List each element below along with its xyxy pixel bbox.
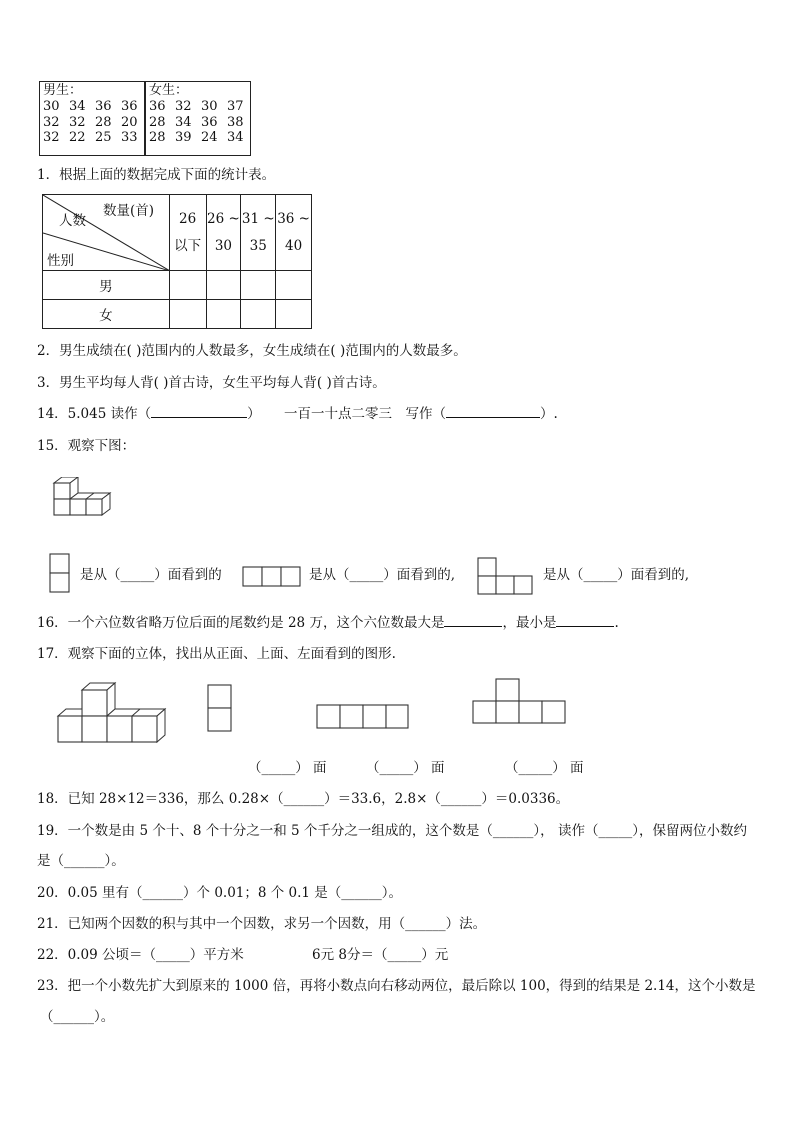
stat-col-header-4: 36 ~ 40 bbox=[276, 195, 312, 271]
q15-view-1-label: 是从（_____）面看到的 bbox=[80, 567, 222, 583]
data-value: 34 bbox=[69, 99, 86, 114]
question-23-line-1: 23．把一个小数先扩大到原来的 1000 倍，再将小数点向右移动两位，最后除以 100，得到的结果是 2.14，这个小数是 bbox=[37, 978, 756, 994]
male-data-table bbox=[39, 81, 145, 156]
data-row bbox=[40, 130, 144, 146]
stat-cell[interactable] bbox=[206, 271, 241, 300]
data-value: 32 bbox=[69, 114, 86, 130]
stat-cell[interactable] bbox=[169, 300, 206, 329]
data-row bbox=[40, 99, 144, 115]
data-value: 28 bbox=[149, 130, 166, 145]
data-value: 24 bbox=[201, 130, 218, 145]
data-value: 25 bbox=[95, 130, 112, 145]
answer-blank-max[interactable] bbox=[444, 614, 502, 627]
corner-label-people: 人数 bbox=[59, 213, 86, 229]
question-19-line-2: 是（______）。 bbox=[37, 853, 125, 869]
question-1: 1．根据上面的数据完成下面的统计表。 bbox=[37, 167, 276, 183]
question-14: 14．5.045 读作（ ） bbox=[37, 406, 261, 422]
question-14-part-b: 一百一十点二零三 写作（ ）. bbox=[284, 406, 558, 422]
question-18: 18．已知 28×12＝336，那么 0.28×（______）＝33.6，2.8×（______）＝0.0336。 bbox=[37, 791, 570, 807]
data-value: 36 bbox=[121, 99, 138, 114]
question-16: 16．一个六位数省略万位后面的尾数约是 28 万，这个六位数最大是 ，最小是 . bbox=[37, 615, 619, 631]
data-value: 28 bbox=[149, 114, 166, 130]
q17-view-row bbox=[316, 704, 410, 730]
male-data-rows bbox=[40, 99, 144, 146]
q15-view-3-figure bbox=[477, 557, 535, 597]
question-17-title: 17．观察下面的立体，找出从正面、上面、左面看到的图形. bbox=[37, 646, 396, 662]
data-row bbox=[40, 115, 144, 131]
data-value: 30 bbox=[201, 99, 218, 114]
data-value: 36 bbox=[95, 99, 112, 114]
data-value: 39 bbox=[175, 130, 192, 145]
q15-view-3-label: 是从（_____）面看到的, bbox=[543, 567, 690, 583]
question-20: 20．0.05 里有（______）个 0.01；8 个 0.1 是（______）。 bbox=[37, 885, 403, 901]
data-row bbox=[146, 130, 250, 146]
female-data-title: 女生： bbox=[149, 83, 189, 98]
stat-cell[interactable] bbox=[206, 300, 241, 329]
data-value: 32 bbox=[43, 114, 60, 130]
q15-view-2-figure bbox=[242, 566, 302, 588]
male-data-title: 男生： bbox=[43, 83, 83, 98]
stat-col-header-2: 26 ~ 30 bbox=[206, 195, 241, 271]
question-22-part-b: 6元 8分＝（_____）元 bbox=[312, 947, 449, 963]
answer-blank[interactable] bbox=[446, 405, 540, 418]
data-value: 37 bbox=[227, 99, 244, 114]
stat-cell[interactable] bbox=[241, 300, 276, 329]
stat-table-corner-cell bbox=[43, 195, 170, 271]
q17-label-3: （_____） 面 bbox=[505, 760, 584, 776]
q15-view-2-label: 是从（_____）面看到的, bbox=[309, 567, 456, 583]
female-data-rows bbox=[146, 99, 250, 146]
data-row bbox=[146, 115, 250, 131]
data-value: 30 bbox=[43, 99, 60, 114]
stat-cell[interactable] bbox=[241, 271, 276, 300]
stat-row-male: 男 bbox=[43, 271, 170, 300]
data-value: 33 bbox=[121, 130, 138, 145]
question-22-part-a: 22．0.09 公顷＝（_____）平方米 bbox=[37, 947, 244, 963]
female-data-table bbox=[145, 81, 251, 156]
stat-cell[interactable] bbox=[276, 300, 312, 329]
q17-label-2: （_____） 面 bbox=[366, 760, 445, 776]
answer-blank-min[interactable] bbox=[556, 614, 614, 627]
stat-col-header-1: 26 以下 bbox=[169, 195, 206, 271]
question-21: 21．已知两个因数的积与其中一个因数，求另一个因数，用（______）法。 bbox=[37, 916, 487, 932]
q17-view-t-shape bbox=[472, 678, 568, 724]
stat-table bbox=[42, 194, 312, 329]
q17-view-vertical bbox=[207, 684, 233, 734]
stat-col-header-3: 31 ~ 35 bbox=[241, 195, 276, 271]
stat-row-female: 女 bbox=[43, 300, 170, 329]
corner-label-quantity: 数量(首) bbox=[103, 203, 155, 219]
q15-view-1-figure bbox=[49, 553, 71, 595]
question-2: 2．男生成绩在( )范围内的人数最多，女生成绩在( )范围内的人数最多。 bbox=[37, 343, 467, 359]
data-value: 32 bbox=[175, 99, 192, 114]
data-value: 36 bbox=[149, 99, 166, 114]
question-3: 3．男生平均每人背( )首古诗，女生平均每人背( )首古诗。 bbox=[37, 375, 386, 391]
stat-cell[interactable] bbox=[276, 271, 312, 300]
answer-blank[interactable] bbox=[151, 405, 247, 418]
data-value: 28 bbox=[95, 114, 112, 130]
data-value: 22 bbox=[69, 130, 86, 145]
q17-solid-figure bbox=[56, 680, 170, 744]
corner-label-gender: 性别 bbox=[47, 253, 74, 269]
q17-label-1: （_____） 面 bbox=[248, 760, 327, 776]
data-value: 34 bbox=[227, 130, 244, 145]
question-15-title: 15．观察下图： bbox=[37, 438, 136, 454]
data-value: 20 bbox=[121, 114, 138, 130]
q15-solid-figure bbox=[48, 477, 118, 525]
data-row bbox=[146, 99, 250, 115]
data-value: 32 bbox=[43, 130, 60, 145]
data-value: 38 bbox=[227, 114, 244, 130]
question-19-line-1: 19．一个数是由 5 个十、8 个十分之一和 5 个千分之一组成的，这个数是（______）， 读作（_____），保留两位小数约 bbox=[37, 823, 747, 839]
data-value: 34 bbox=[175, 114, 192, 130]
question-23-line-2: （______）。 bbox=[40, 1009, 115, 1025]
stat-cell[interactable] bbox=[169, 271, 206, 300]
data-value: 36 bbox=[201, 114, 218, 130]
